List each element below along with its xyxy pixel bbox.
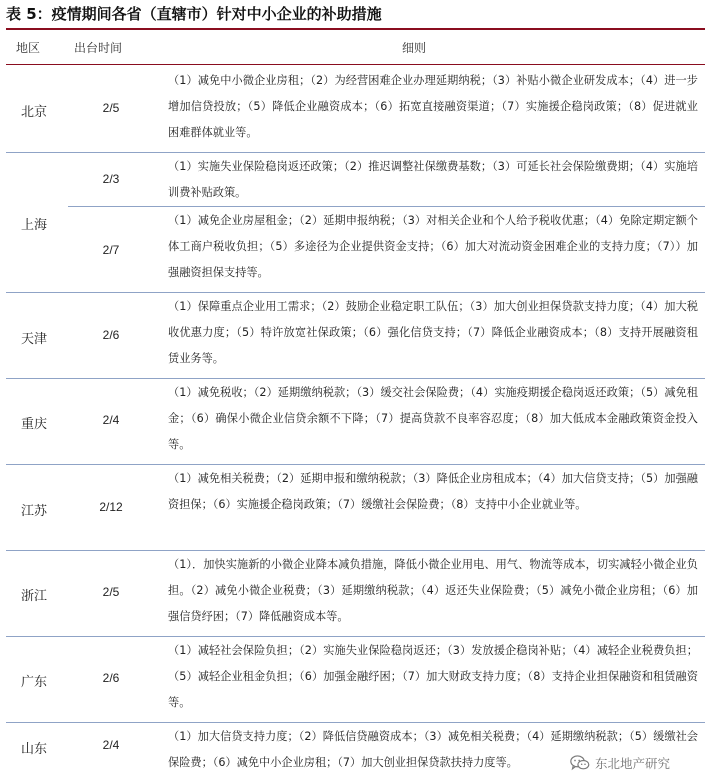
date-cell: 2/4: [102, 413, 120, 427]
date-cell: 2/6: [102, 671, 120, 685]
date-cell: 2/5: [102, 585, 120, 599]
column-header-date: 出台时间: [74, 41, 123, 55]
table-header: [6, 32, 705, 62]
date-cell: 2/12: [99, 500, 123, 514]
date-cell: 2/7: [102, 243, 120, 257]
title-rule: [6, 28, 705, 30]
column-header-details: 细则: [402, 41, 427, 55]
details-cell: （1）减轻社会保险负担；（2）实施失业保险稳岗返还；（3）发放援企稳岗补贴；（4）减轻企业税费负担；（5）减轻企业租金负担；（6）加强金融纾困；（7）加大财政支持力度；（8）支持企业担保融资和租赁融资等。: [168, 644, 698, 709]
details-cell: （1）加大信贷支持力度；（2）降低信贷融资成本；（3）减免相关税费；（4）延期缴纳税款；（5）缓缴社会保险费；（6）减免中小企业房租；（7）加大创业担保贷款扶持力度等。: [168, 730, 698, 769]
region-cell: 浙江: [20, 589, 47, 604]
date-cell: 2/3: [102, 172, 120, 186]
table-row-beijing: [6, 66, 705, 152]
details-cell: （1）实施失业保险稳岗返还政策；（2）推迟调整社保缴费基数；（3）可延长社会保险缴费期；（4）实施培训费补贴政策。: [168, 160, 698, 199]
details-cell: （1）．加快实施新的小微企业降本减负措施，降低小微企业用电、用气、物流等成本，切实减轻小微企业负担。（2）减免小微企业税费；（3）延期缴纳税款；（4）返还失业保险费；（5）减免小微企业房租；（6）加强信贷纾困；（7）降低融资成本等。: [168, 558, 698, 623]
details-cell: （1）减免中小微企业房租；（2）为经营困难企业办理延期纳税；（3）补贴小微企业研发成本；（4）进一步增加信贷投放；（5）降低企业融资成本；（6）拓宽直接融资渠道；（7）实施援企稳岗政策；（8）促进就业困难群体就业等。: [168, 74, 698, 139]
region-cell-shanghai: 上海: [20, 218, 47, 233]
details-cell: （1）减免企业房屋租金；（2）延期申报纳税；（3）对相关企业和个人给予税收优惠；（4）免除定期定额个体工商户税收负担；（5）多途径为企业提供资金支持；（6）加大对流动资金困难企业的支持力度；（7））加强融资担保支持等。: [168, 214, 698, 279]
table-row-tianjin: [6, 292, 705, 378]
region-cell: 重庆: [20, 417, 47, 432]
region-cell: 北京: [20, 105, 47, 120]
table-row-jiangsu: [6, 464, 705, 550]
region-cell: 山东: [20, 742, 47, 757]
table-row-zhejiang: [6, 550, 705, 636]
table-row-guangdong: [6, 636, 705, 722]
table-row-shanghai-2: [6, 206, 705, 292]
date-cell: 2/6: [102, 328, 120, 342]
region-cell: 广东: [20, 675, 47, 690]
table-title: 表 5：疫情期间各省（直辖市）针对中小企业的补助措施: [6, 5, 382, 23]
date-cell: 2/4: [102, 738, 120, 752]
header-rule: [6, 64, 705, 65]
details-cell: （1）减免税收；（2）延期缴纳税款；（3）缓交社会保险费；（4）实施疫期援企稳岗返还政策；（5）减免租金；（6）确保小微企业信贷余额不下降；（7）提高贷款不良率容忍度；（8）加大低成本金融政策资金投入等。: [168, 386, 698, 451]
wechat-icon: [570, 754, 590, 772]
details-cell: （1）减免相关税费；（2）延期申报和缴纳税款；（3）降低企业房租成本；（4）加大信贷支持；（5）加强融资担保；（6）实施援企稳岗政策；（7）缓缴社会保险费；（8）支持中小企业就业等。: [168, 472, 698, 511]
table-row-shanghai-1: [6, 152, 705, 208]
column-header-region: 地区: [16, 41, 41, 55]
date-cell: 2/5: [102, 101, 120, 115]
region-cell: 江苏: [20, 504, 47, 519]
watermark: [570, 752, 670, 774]
region-cell: 天津: [20, 332, 47, 347]
watermark-text: 东北地产研究: [595, 756, 671, 771]
table-row-chongqing: [6, 378, 705, 464]
details-cell: （1）保障重点企业用工需求；（2）鼓励企业稳定职工队伍；（3）加大创业担保贷款支持力度；（4）加大税收优惠力度；（5）特许放宽社保政策；（6）强化信贷支持；（7）降低企业融资成本；（8）支持开展融资租赁业务等。: [168, 300, 698, 365]
